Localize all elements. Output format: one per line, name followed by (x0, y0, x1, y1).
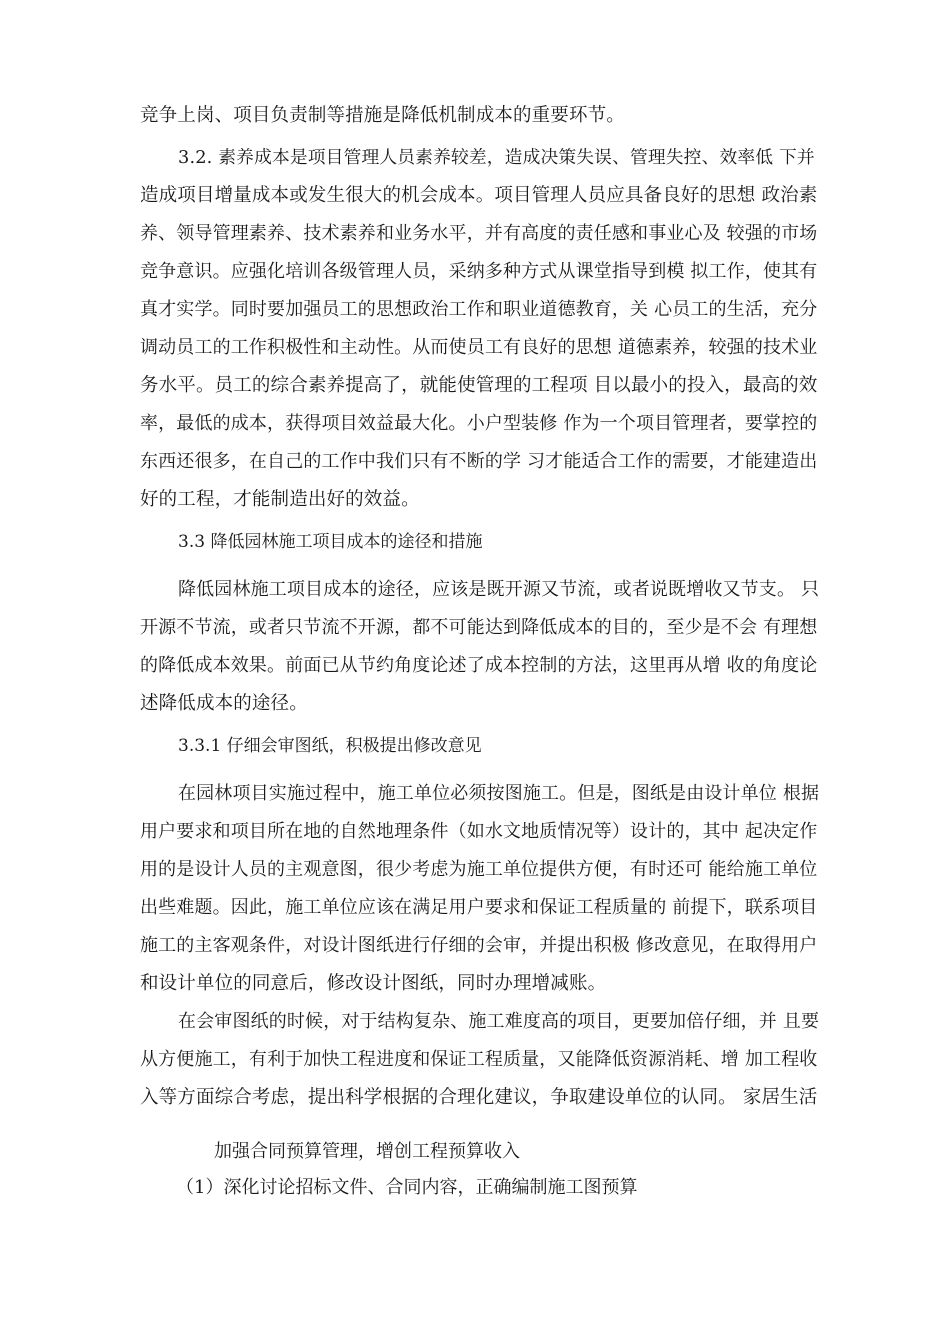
paragraph-line: 东西还很多，在自己的工作中我们只有不断的学 习才能适合工作的需要，才能建造出 (140, 451, 818, 472)
paragraph-line: 降低园林施工项目成本的途径，应该是既开源又节流，或者说既增收又节支。 只 (178, 579, 820, 600)
paragraph-line: 造成项目增量成本或发生很大的机会成本。项目管理人员应具备良好的思想 政治素 (140, 185, 818, 206)
paragraph-line: 用户要求和项目所在地的自然地理条件（如水文地质情况等）设计的，其中 起决定作 (140, 821, 818, 842)
list-item: （1）深化讨论招标文件、合同内容，正确编制施工图预算 (176, 1177, 638, 1198)
paragraph-line: 和设计单位的同意后，修改设计图纸，同时办理增减账。 (140, 973, 607, 994)
section-heading: 3.3 降低园林施工项目成本的途径和措施 (178, 532, 483, 552)
paragraph-line: 好的工程，才能制造出好的效益。 (140, 489, 420, 510)
paragraph-line: 竞争上岗、项目负责制等措施是降低机制成本的重要环节。 (140, 105, 625, 126)
paragraph-line: 从方便施工，有利于加快工程进度和保证工程质量，又能降低资源消耗、增 加工程收 (140, 1049, 818, 1070)
paragraph-line: 养、领导管理素养、技术素养和业务水平，并有高度的责任感和事业心及 较强的市场 (140, 223, 818, 244)
paragraph-line: 率，最低的成本，获得项目效益最大化。小户型装修 作为一个项目管理者，要掌控的 (140, 413, 818, 434)
paragraph-line: 用的是设计人员的主观意图，很少考虑为施工单位提供方便，有时还可 能给施工单位 (140, 859, 818, 880)
paragraph-line: 务水平。员工的综合素养提高了，就能使管理的工程项 目以最小的投入，最高的效 (140, 375, 818, 396)
paragraph-line: 在园林项目实施过程中，施工单位必须按图施工。但是，图纸是由设计单位 根据 (178, 783, 820, 804)
paragraph-line: 的降低成本效果。前面已从节约角度论述了成本控制的方法，这里再从增 收的角度论 (140, 655, 818, 676)
paragraph-line: 竞争意识。应强化培训各级管理人员，采纳多种方式从课堂指导到模 拟工作，使其有 (140, 261, 818, 282)
paragraph-line: 调动员工的工作积极性和主动性。从而使员工有良好的思想 道德素养，较强的技术业 (140, 337, 818, 358)
paragraph-line: 在会审图纸的时候，对于结构复杂、施工难度高的项目，更要加倍仔细，并 且要 (178, 1011, 820, 1032)
paragraph-line: 开源不节流，或者只节流不开源，都不可能达到降低成本的目的，至少是不会 有理想 (140, 617, 818, 638)
paragraph-line: 真才实学。同时要加强员工的思想政治工作和职业道德教育，关 心员工的生活，充分 (140, 299, 818, 320)
paragraph-line: 入等方面综合考虑，提出科学根据的合理化建议，争取建设单位的认同。 家居生活 (140, 1087, 818, 1108)
paragraph-line: 施工的主客观条件，对设计图纸进行仔细的会审，并提出积极 修改意见，在取得用户 (140, 935, 818, 956)
paragraph-line: 3.2. 素养成本是项目管理人员素养较差，造成决策失误、管理失控、效率低 下并 (178, 148, 815, 168)
subsection-heading: 3.3.1 仔细会审图纸，积极提出修改意见 (178, 736, 482, 756)
paragraph-line: 述降低成本的途径。 (140, 693, 308, 714)
paragraph-line: 出些难题。因此，施工单位应该在满足用户要求和保证工程质量的 前提下，联系项目 (140, 897, 818, 918)
section-heading: 加强合同预算管理，增创工程预算收入 (214, 1141, 520, 1162)
